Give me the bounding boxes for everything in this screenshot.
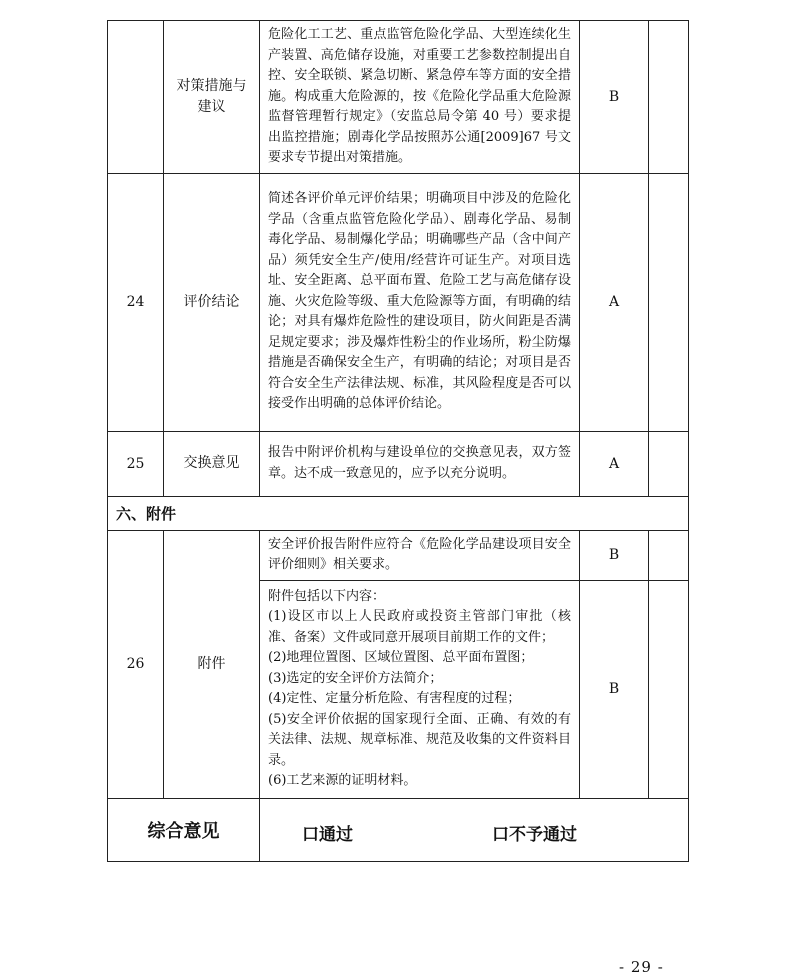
item-requirement: 安全评价报告附件应符合《危险化学品建设项目安全评价细则》相关要求。 bbox=[260, 530, 580, 580]
item-note bbox=[649, 173, 689, 431]
fail-checkbox-option[interactable]: 口不予通过 bbox=[492, 824, 577, 845]
item-requirement: 简述各评价单元评价结果；明确项目中涉及的危险化学品（含重点监管危险化学品）、剧毒化学品、易制毒化学品、易制爆化学品；明确哪些产品（含中间产品）须凭安全生产/使用/经营许可证生产。对项目选址、安全距离、总平面布置、危险工艺与高危储存设施、火灾危险等级、重大危险源等方面，有明确的结论；对具有爆炸危险性的建设项目，防火间距是否满足规定要求；涉及爆炸性粉尘的作业场所，粉尘防爆措施是否确保安全生产，有明确的结论；对项目是否符合安全生产法律法规、标准，其风险程度是否可以接受作出明确的总体评价结论。 bbox=[260, 173, 580, 431]
item-name: 附件 bbox=[164, 530, 260, 798]
item-requirement: 报告中附评价机构与建设单位的交换意见表，双方签章。达不成一致意见的，应予以充分说明。 bbox=[260, 431, 580, 496]
item-number: 26 bbox=[108, 530, 164, 798]
section-title: 六、附件 bbox=[108, 496, 689, 530]
table-row bbox=[108, 173, 689, 431]
list-item: (4)定性、定量分析危险、有害程度的过程； bbox=[268, 691, 521, 706]
item-name: 交换意见 bbox=[164, 431, 260, 496]
summary-label: 综合意见 bbox=[108, 798, 260, 861]
evaluation-table bbox=[107, 20, 689, 862]
list-item: (3)选定的安全评价方法简介； bbox=[268, 670, 443, 686]
item-grade: A bbox=[580, 431, 649, 496]
page-number: - 29 - bbox=[619, 958, 664, 976]
list-item: (6)工艺来源的证明材料。 bbox=[268, 773, 417, 788]
item-name: 评价结论 bbox=[164, 173, 260, 431]
item-note bbox=[649, 21, 689, 174]
pass-checkbox-option[interactable]: 口通过 bbox=[302, 824, 353, 845]
item-requirement: 危险化工工艺、重点监管危险化学品、大型连续化生产装置、高危储存设施，对重要工艺参数控制提出自控、安全联锁、紧急切断、紧急停车等方面的安全措施。构成重大危险源的，按《危险化学品重大危险源监督管理暂行规定》（安监总局令第 40 号）要求提出监控措施；剧毒化学品按照苏公通[2009]67 号文要求专节提出对策措施。 bbox=[260, 21, 580, 174]
item-grade: B bbox=[580, 580, 649, 798]
item-number bbox=[108, 21, 164, 174]
item-requirement-list bbox=[260, 580, 580, 798]
item-note bbox=[649, 530, 689, 580]
list-item: (1)设区市以上人民政府或投资主管部门审批（核准、备案）文件或同意开展项目前期工作的文件； bbox=[268, 609, 571, 645]
summary-row bbox=[108, 798, 689, 861]
summary-options bbox=[260, 798, 689, 861]
section-header-row bbox=[108, 496, 689, 530]
item-grade: A bbox=[580, 173, 649, 431]
item-name: 对策措施与建议 bbox=[164, 21, 260, 174]
list-item: (2)地理位置图、区域位置图、总平面布置图； bbox=[268, 650, 534, 665]
item-grade: B bbox=[580, 530, 649, 580]
list-item: (5)安全评价依据的国家现行全面、正确、有效的有关法律、法规、规章标准、规范及收集的文件资料目录。 bbox=[268, 711, 571, 768]
list-item: 附件包括以下内容： bbox=[268, 588, 386, 604]
table-row bbox=[108, 530, 689, 580]
item-note bbox=[649, 431, 689, 496]
item-grade: B bbox=[580, 21, 649, 174]
table-row bbox=[108, 21, 689, 174]
item-number: 25 bbox=[108, 431, 164, 496]
table-row bbox=[108, 431, 689, 496]
item-number: 24 bbox=[108, 173, 164, 431]
item-note bbox=[649, 580, 689, 798]
